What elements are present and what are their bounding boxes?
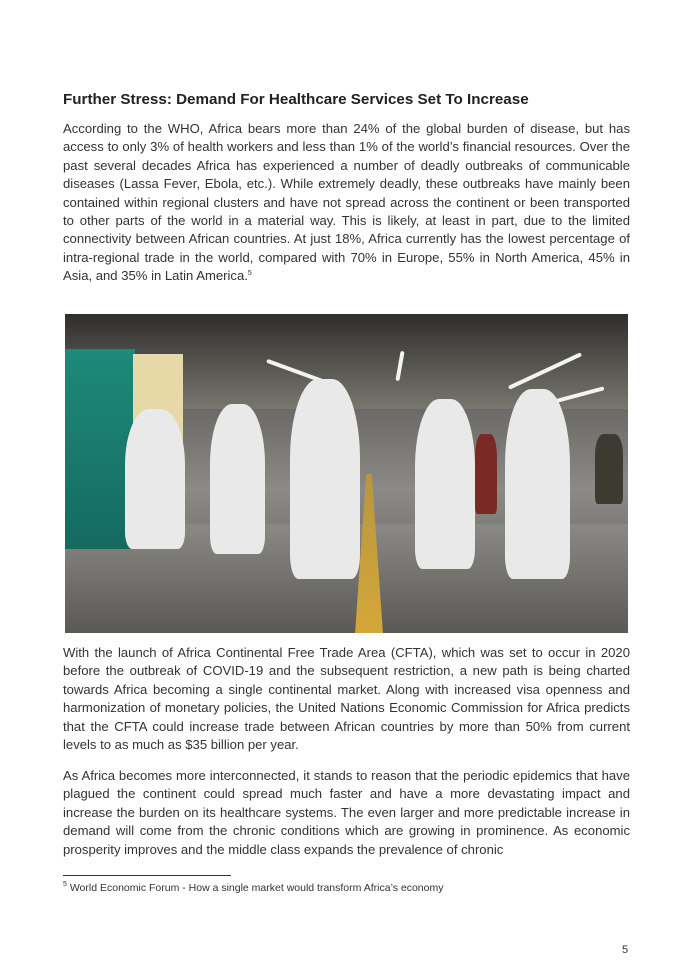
page-number: 5 bbox=[622, 944, 629, 956]
footnote: $^5$ World Economic Forum - How a single market would transform Africa’s economy bbox=[63, 881, 444, 894]
paragraph-1-text: According to the WHO, Africa bears more than 24% of the global burden of disease, but has access to only 3% of health workers and less than 1% of the world’s financial resources. Over the past several decades Africa has experienced a number of deadly outbreaks of communicable diseases (Lassa Fever, Ebola, etc.). While extremely deadly, these outbreaks have mainly been contained within regional clusters and have not spread across the continent or been transported to other parts of the world in a material way. This is likely, at least in part, due to the limited connectivity between African countries. At just 18%, Africa currently has the lowest percentage of intra-regional trade in the world, compared with 70% in Europe, 55% in North America, 45% in Asia, and 35% in Latin America. bbox=[63, 121, 630, 284]
section-heading: Further Stress: Demand For Healthcare Services Set To Increase bbox=[63, 91, 529, 108]
paragraph-3: As Africa becomes more interconnected, it stands to reason that the periodic epidemics that have plagued the continent could spread much faster and have a more devastating impact and increase the burden on its healthcare systems. The even larger and more predictable increase in demand will come from the chronic conditions which are growing in prominence. As economic prosperity improves and the middle class expands the prevalence of chronic bbox=[63, 768, 630, 857]
paragraph-1 bbox=[63, 120, 630, 286]
footnote-text: World Economic Forum - How a single market would transform Africa’s economy bbox=[66, 882, 444, 894]
paragraph-2: With the launch of Africa Continental Free Trade Area (CFTA), which was set to occur in 2020 before the outbreak of COVID-19 and the subsequent restriction, a new path is being charted towards Africa becoming a single continental market. Along with increased visa openness and harmonization of monetary policies, the United Nations Economic Commission for Africa predicts that the CFTA could increase trade between African countries by more than 50% from current levels to as much as $35 billion per year. bbox=[63, 645, 630, 753]
footnote-divider bbox=[63, 875, 231, 876]
photo-disinfection-workers-subway bbox=[65, 314, 628, 633]
footnote-ref[interactable]: 5 bbox=[247, 270, 252, 278]
